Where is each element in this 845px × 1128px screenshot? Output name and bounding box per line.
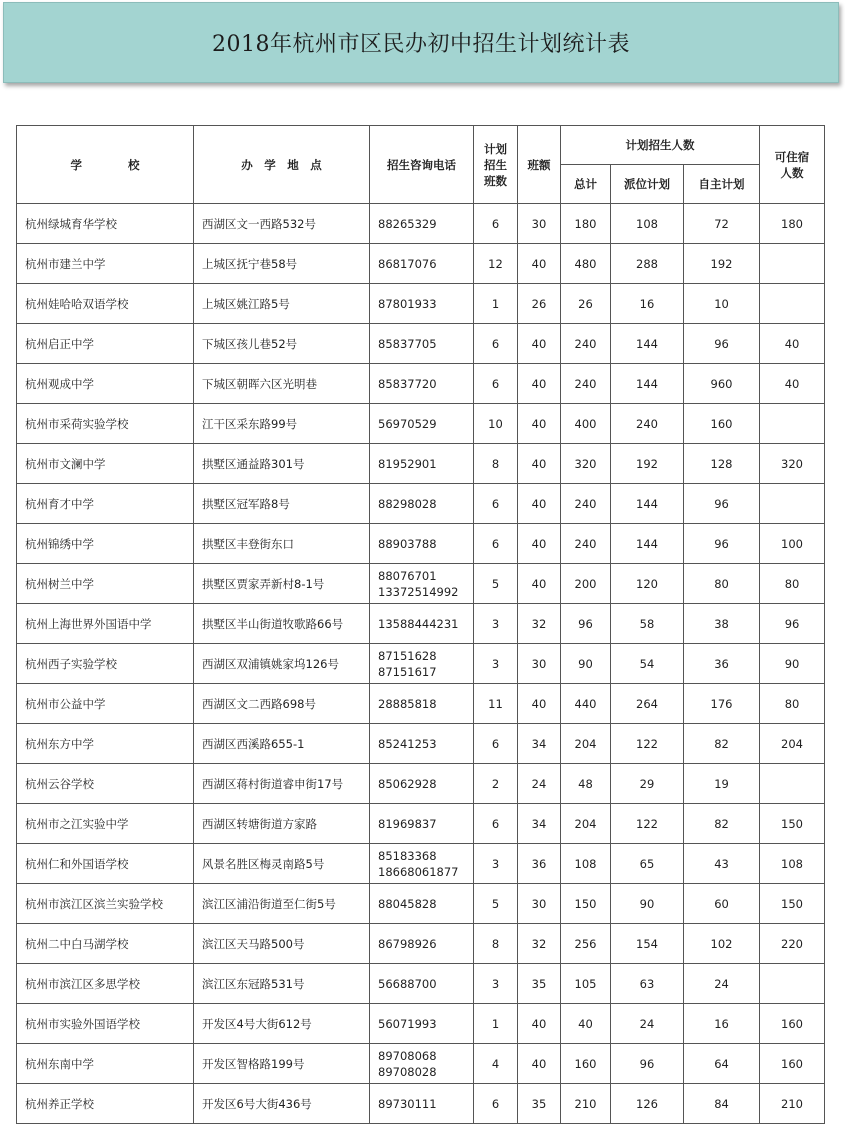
cell-class-size: 34 [518,724,561,764]
cell-self: 19 [684,764,760,804]
table-header [17,126,825,204]
phone-number: 88903788 [378,536,437,551]
phone-number: 88045828 [378,896,437,911]
cell-self: 10 [684,284,760,324]
cell-school: 杭州市滨江区多思学校 [17,964,194,1004]
cell-phone [370,444,474,484]
cell-boarding: 40 [760,324,825,364]
cell-school: 杭州育才中学 [17,484,194,524]
cell-self: 96 [684,484,760,524]
cell-address: 滨江区东冠路531号 [194,964,370,1004]
cell-address: 上城区抚宁巷58号 [194,244,370,284]
header-assigned: 派位计划 [611,165,684,204]
cell-address: 西湖区西溪路655-1 [194,724,370,764]
cell-address: 上城区姚江路5号 [194,284,370,324]
cell-boarding [760,244,825,284]
cell-class-size: 40 [518,444,561,484]
table-row [17,404,825,444]
cell-self: 160 [684,404,760,444]
cell-plan-classes: 5 [474,564,518,604]
table-row [17,524,825,564]
cell-address: 西湖区双浦镇姚家坞126号 [194,644,370,684]
cell-total: 256 [561,924,611,964]
cell-assigned: 108 [611,204,684,244]
cell-total: 48 [561,764,611,804]
cell-assigned: 192 [611,444,684,484]
cell-address: 滨江区浦沿街道至仁街5号 [194,884,370,924]
cell-total: 480 [561,244,611,284]
cell-address: 拱墅区贾家弄新村8-1号 [194,564,370,604]
cell-assigned: 24 [611,1004,684,1044]
cell-phone [370,524,474,564]
cell-total: 440 [561,684,611,724]
cell-assigned: 54 [611,644,684,684]
cell-school: 杭州市建兰中学 [17,244,194,284]
cell-school: 杭州市之江实验中学 [17,804,194,844]
cell-address: 开发区6号大街436号 [194,1084,370,1124]
cell-boarding: 100 [760,524,825,564]
cell-total: 320 [561,444,611,484]
phone-number: 89708068 [378,1048,437,1063]
cell-boarding: 160 [760,1004,825,1044]
phone-number: 88298028 [378,496,437,511]
table-row [17,564,825,604]
cell-phone [370,324,474,364]
cell-assigned: 144 [611,484,684,524]
phone-number: 88265329 [378,216,437,231]
phone-number: 89730111 [378,1096,437,1111]
cell-boarding [760,764,825,804]
cell-school: 杭州西子实验学校 [17,644,194,684]
cell-plan-classes: 3 [474,964,518,1004]
cell-class-size: 40 [518,244,561,284]
cell-address: 拱墅区丰登街东口 [194,524,370,564]
cell-total: 200 [561,564,611,604]
cell-plan-classes: 8 [474,924,518,964]
phone-number: 88076701 [378,568,437,583]
table-row [17,684,825,724]
cell-phone [370,684,474,724]
cell-self: 38 [684,604,760,644]
phone-number: 81952901 [378,456,437,471]
cell-assigned: 144 [611,364,684,404]
phone-number: 87801933 [378,296,437,311]
cell-self: 24 [684,964,760,1004]
cell-address: 西湖区转塘街道方家路 [194,804,370,844]
header-school: 学 校 [17,126,194,204]
cell-phone [370,644,474,684]
phone-number: 85062928 [378,776,437,791]
cell-class-size: 35 [518,1084,561,1124]
cell-class-size: 40 [518,1004,561,1044]
cell-plan-classes: 6 [474,204,518,244]
cell-phone [370,564,474,604]
cell-address: 拱墅区通益路301号 [194,444,370,484]
cell-self: 176 [684,684,760,724]
cell-assigned: 65 [611,844,684,884]
table-row [17,604,825,644]
cell-assigned: 16 [611,284,684,324]
cell-class-size: 35 [518,964,561,1004]
phone-number: 56071993 [378,1016,437,1031]
table-row [17,284,825,324]
cell-address: 西湖区蒋村街道睿申街17号 [194,764,370,804]
table-row [17,964,825,1004]
header-self: 自主计划 [684,165,760,204]
table-row [17,484,825,524]
cell-class-size: 24 [518,764,561,804]
cell-plan-classes: 2 [474,764,518,804]
cell-plan-classes: 3 [474,844,518,884]
cell-plan-classes: 1 [474,284,518,324]
cell-school: 杭州娃哈哈双语学校 [17,284,194,324]
cell-address: 开发区4号大街612号 [194,1004,370,1044]
cell-total: 26 [561,284,611,324]
cell-assigned: 29 [611,764,684,804]
table-row [17,244,825,284]
cell-total: 180 [561,204,611,244]
cell-class-size: 26 [518,284,561,324]
cell-boarding: 90 [760,644,825,684]
cell-phone [370,604,474,644]
header-phone: 招生咨询电话 [370,126,474,204]
cell-class-size: 30 [518,644,561,684]
cell-self: 128 [684,444,760,484]
cell-school: 杭州养正学校 [17,1084,194,1124]
cell-self: 84 [684,1084,760,1124]
enrollment-plan-table [16,125,825,1124]
cell-school: 杭州市文澜中学 [17,444,194,484]
cell-boarding: 40 [760,364,825,404]
phone-number: 56688700 [378,976,437,991]
cell-self: 102 [684,924,760,964]
cell-boarding: 210 [760,1084,825,1124]
cell-phone [370,1044,474,1084]
table-row [17,1004,825,1044]
cell-school: 杭州树兰中学 [17,564,194,604]
cell-address: 开发区智格路199号 [194,1044,370,1084]
cell-class-size: 40 [518,484,561,524]
cell-boarding: 204 [760,724,825,764]
cell-phone [370,1004,474,1044]
cell-total: 204 [561,724,611,764]
cell-assigned: 58 [611,604,684,644]
cell-address: 西湖区文一西路532号 [194,204,370,244]
cell-self: 72 [684,204,760,244]
phone-number: 89708028 [378,1064,437,1079]
cell-class-size: 32 [518,924,561,964]
cell-school: 杭州二中白马湖学校 [17,924,194,964]
cell-assigned: 264 [611,684,684,724]
cell-school: 杭州绿城育华学校 [17,204,194,244]
cell-school: 杭州东方中学 [17,724,194,764]
phone-number: 81969837 [378,816,437,831]
cell-boarding: 180 [760,204,825,244]
cell-self: 192 [684,244,760,284]
page-title: 2018年杭州市区民办初中招生计划统计表 [212,32,630,57]
cell-plan-classes: 6 [474,724,518,764]
title-banner [3,2,839,83]
table-row [17,1084,825,1124]
cell-address: 西湖区文二西路698号 [194,684,370,724]
cell-phone [370,404,474,444]
cell-class-size: 40 [518,524,561,564]
cell-plan-classes: 3 [474,644,518,684]
table-row [17,804,825,844]
cell-plan-classes: 3 [474,604,518,644]
cell-plan-classes: 12 [474,244,518,284]
table-row [17,844,825,884]
phone-number: 18668061877 [378,864,459,879]
table-row [17,364,825,404]
cell-plan-classes: 8 [474,444,518,484]
cell-boarding: 150 [760,884,825,924]
phone-number: 85837705 [378,336,437,351]
cell-address: 拱墅区冠军路8号 [194,484,370,524]
cell-self: 96 [684,324,760,364]
cell-assigned: 96 [611,1044,684,1084]
table-row [17,204,825,244]
cell-school: 杭州观成中学 [17,364,194,404]
table-row [17,324,825,364]
cell-address: 下城区朝晖六区光明巷 [194,364,370,404]
cell-address: 拱墅区半山街道牧歌路66号 [194,604,370,644]
cell-assigned: 240 [611,404,684,444]
cell-school: 杭州仁和外国语学校 [17,844,194,884]
header-address: 办 学 地 点 [194,126,370,204]
cell-school: 杭州东南中学 [17,1044,194,1084]
cell-phone [370,284,474,324]
cell-boarding [760,484,825,524]
cell-total: 240 [561,364,611,404]
table-row [17,644,825,684]
cell-total: 40 [561,1004,611,1044]
cell-self: 960 [684,364,760,404]
phone-number: 28885818 [378,696,437,711]
table-row [17,924,825,964]
cell-class-size: 30 [518,204,561,244]
cell-boarding: 160 [760,1044,825,1084]
cell-total: 90 [561,644,611,684]
cell-phone [370,964,474,1004]
cell-address: 江干区采东路99号 [194,404,370,444]
cell-boarding [760,284,825,324]
cell-class-size: 36 [518,844,561,884]
cell-total: 204 [561,804,611,844]
cell-class-size: 40 [518,1044,561,1084]
cell-phone [370,1084,474,1124]
cell-school: 杭州市采荷实验学校 [17,404,194,444]
cell-plan-classes: 6 [474,1084,518,1124]
phone-number: 85183368 [378,848,437,863]
cell-total: 150 [561,884,611,924]
cell-plan-classes: 4 [474,1044,518,1084]
cell-school: 杭州上海世界外国语中学 [17,604,194,644]
cell-boarding: 150 [760,804,825,844]
phone-number: 87151617 [378,664,437,679]
phone-number: 86798926 [378,936,437,951]
cell-phone [370,884,474,924]
phone-number: 85837720 [378,376,437,391]
cell-phone [370,724,474,764]
cell-phone [370,844,474,884]
cell-address: 风景名胜区梅灵南路5号 [194,844,370,884]
phone-number: 13588444231 [378,616,459,631]
cell-self: 60 [684,884,760,924]
cell-total: 210 [561,1084,611,1124]
cell-school: 杭州锦绣中学 [17,524,194,564]
cell-school: 杭州云谷学校 [17,764,194,804]
cell-address: 滨江区天马路500号 [194,924,370,964]
header-total: 总计 [561,165,611,204]
cell-school: 杭州市公益中学 [17,684,194,724]
cell-assigned: 122 [611,724,684,764]
cell-class-size: 40 [518,564,561,604]
cell-self: 96 [684,524,760,564]
cell-class-size: 40 [518,324,561,364]
cell-class-size: 32 [518,604,561,644]
cell-boarding: 80 [760,684,825,724]
cell-plan-classes: 1 [474,1004,518,1044]
cell-assigned: 120 [611,564,684,604]
cell-plan-classes: 11 [474,684,518,724]
header-class-size: 班额 [518,126,561,204]
cell-total: 105 [561,964,611,1004]
cell-self: 16 [684,1004,760,1044]
cell-total: 96 [561,604,611,644]
cell-self: 64 [684,1044,760,1084]
cell-assigned: 288 [611,244,684,284]
cell-plan-classes: 6 [474,364,518,404]
table-row [17,884,825,924]
cell-class-size: 34 [518,804,561,844]
cell-self: 80 [684,564,760,604]
cell-boarding: 80 [760,564,825,604]
cell-school: 杭州启正中学 [17,324,194,364]
cell-address: 下城区孩儿巷52号 [194,324,370,364]
cell-self: 82 [684,804,760,844]
cell-plan-classes: 10 [474,404,518,444]
table-body [17,204,825,1124]
cell-plan-classes: 6 [474,804,518,844]
cell-self: 82 [684,724,760,764]
table-row [17,724,825,764]
cell-class-size: 40 [518,404,561,444]
cell-total: 240 [561,524,611,564]
cell-assigned: 90 [611,884,684,924]
cell-school: 杭州市实验外国语学校 [17,1004,194,1044]
cell-total: 400 [561,404,611,444]
cell-total: 160 [561,1044,611,1084]
phone-number: 56970529 [378,416,437,431]
phone-number: 87151628 [378,648,437,663]
cell-assigned: 154 [611,924,684,964]
cell-self: 43 [684,844,760,884]
phone-number: 85241253 [378,736,437,751]
table-row [17,764,825,804]
cell-phone [370,204,474,244]
cell-phone [370,484,474,524]
cell-plan-classes: 6 [474,324,518,364]
cell-total: 240 [561,324,611,364]
cell-phone [370,764,474,804]
cell-boarding [760,964,825,1004]
cell-boarding: 96 [760,604,825,644]
cell-school: 杭州市滨江区滨兰实验学校 [17,884,194,924]
table-row [17,444,825,484]
cell-plan-classes: 6 [474,484,518,524]
cell-assigned: 144 [611,524,684,564]
cell-total: 240 [561,484,611,524]
cell-total: 108 [561,844,611,884]
cell-boarding: 320 [760,444,825,484]
cell-phone [370,364,474,404]
cell-class-size: 40 [518,364,561,404]
cell-self: 36 [684,644,760,684]
cell-assigned: 122 [611,804,684,844]
cell-assigned: 126 [611,1084,684,1124]
header-plan-classes: 计划招生班数 [474,126,518,204]
cell-class-size: 40 [518,684,561,724]
cell-assigned: 144 [611,324,684,364]
cell-boarding: 220 [760,924,825,964]
cell-boarding [760,404,825,444]
cell-class-size: 30 [518,884,561,924]
cell-phone [370,244,474,284]
phone-number: 13372514992 [378,584,459,599]
cell-plan-classes: 6 [474,524,518,564]
cell-assigned: 63 [611,964,684,1004]
header-boarding: 可住宿人数 [760,126,825,204]
cell-boarding: 108 [760,844,825,884]
cell-phone [370,804,474,844]
cell-phone [370,924,474,964]
cell-plan-classes: 5 [474,884,518,924]
table-row [17,1044,825,1084]
header-plan-enroll: 计划招生人数 [561,126,760,165]
phone-number: 86817076 [378,256,437,271]
